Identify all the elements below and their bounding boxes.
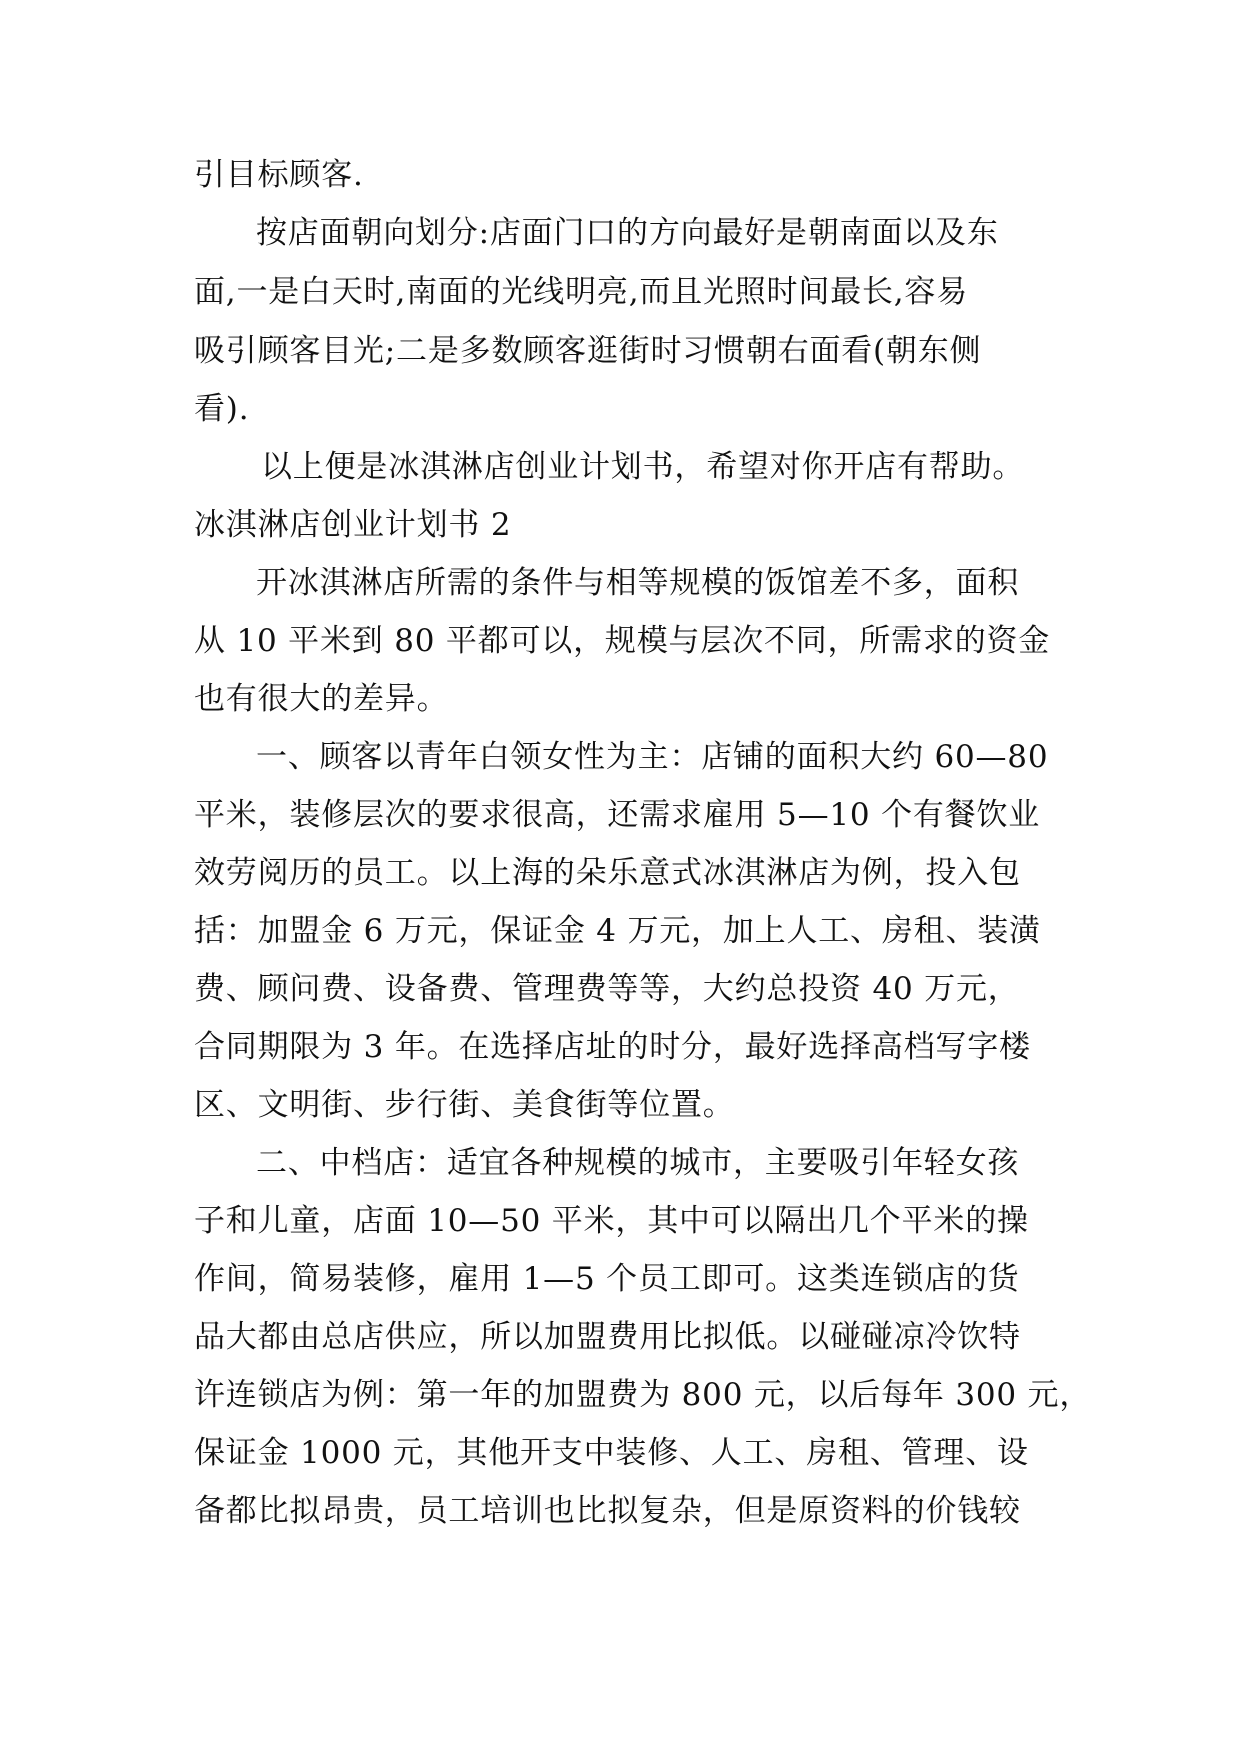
text-line: 子和儿童，店面 10—50 平米，其中可以隔出几个平米的操	[194, 1203, 1029, 1239]
text-line: 吸引顾客目光;二是多数顾客逛街时习惯朝右面看(朝东侧	[194, 333, 982, 369]
section-heading: 冰淇淋店创业计划书 2	[194, 507, 512, 543]
text-line: 区、文明街、步行街、美食街等位置。	[194, 1087, 735, 1123]
text-line: 费、顾问费、设备费、管理费等等，大约总投资 40 万元，	[194, 971, 1020, 1007]
text-line: 平米，装修层次的要求很高，还需求雇用 5—10 个有餐饮业	[194, 797, 1041, 833]
paragraph-first-line: 一、顾客以青年白领女性为主：店铺的面积大约 60—80	[256, 739, 1049, 775]
text-line: 也有很大的差异。	[194, 681, 449, 717]
text-line: 面,一是白天时,南面的光线明亮,而且光照时间最长,容易	[194, 274, 969, 310]
text-line: 效劳阅历的员工。以上海的朵乐意式冰淇淋店为例，投入包	[194, 855, 1021, 891]
text-line: 保证金 1000 元，其他开支中装修、人工、房租、管理、设	[194, 1435, 1029, 1471]
text-line: 括：加盟金 6 万元，保证金 4 万元，加上人工、房租、装潢	[194, 913, 1041, 949]
text-line: 备都比拟昂贵，员工培训也比拟复杂，但是原资料的价钱较	[194, 1493, 1021, 1529]
paragraph-first-line: 二、中档店：适宜各种规模的城市，主要吸引年轻女孩	[256, 1145, 1020, 1181]
text-line: 合同期限为 3 年。在选择店址的时分，最好选择高档写字楼	[194, 1029, 1031, 1065]
text-line: 作间，简易装修，雇用 1—5 个员工即可。这类连锁店的货	[194, 1261, 1020, 1297]
text-line: 品大都由总店供应，所以加盟费用比拟低。以碰碰凉冷饮特	[194, 1319, 1021, 1355]
paragraph-first-line: 以上便是冰淇淋店创业计划书，希望对你开店有帮助。	[261, 449, 1025, 485]
text-line: 许连锁店为例：第一年的加盟费为 800 元，以后每年 300 元，	[194, 1377, 1092, 1413]
text-line: 从 10 平米到 80 平都可以，规模与层次不同，所需求的资金	[194, 623, 1051, 659]
paragraph-first-line: 开冰淇淋店所需的条件与相等规模的饭馆差不多，面积	[256, 565, 1020, 601]
text-line: 看).	[194, 391, 250, 427]
text-line: 引目标顾客.	[194, 157, 364, 193]
paragraph-first-line: 按店面朝向划分:店面门口的方向最好是朝南面以及东	[256, 215, 999, 251]
